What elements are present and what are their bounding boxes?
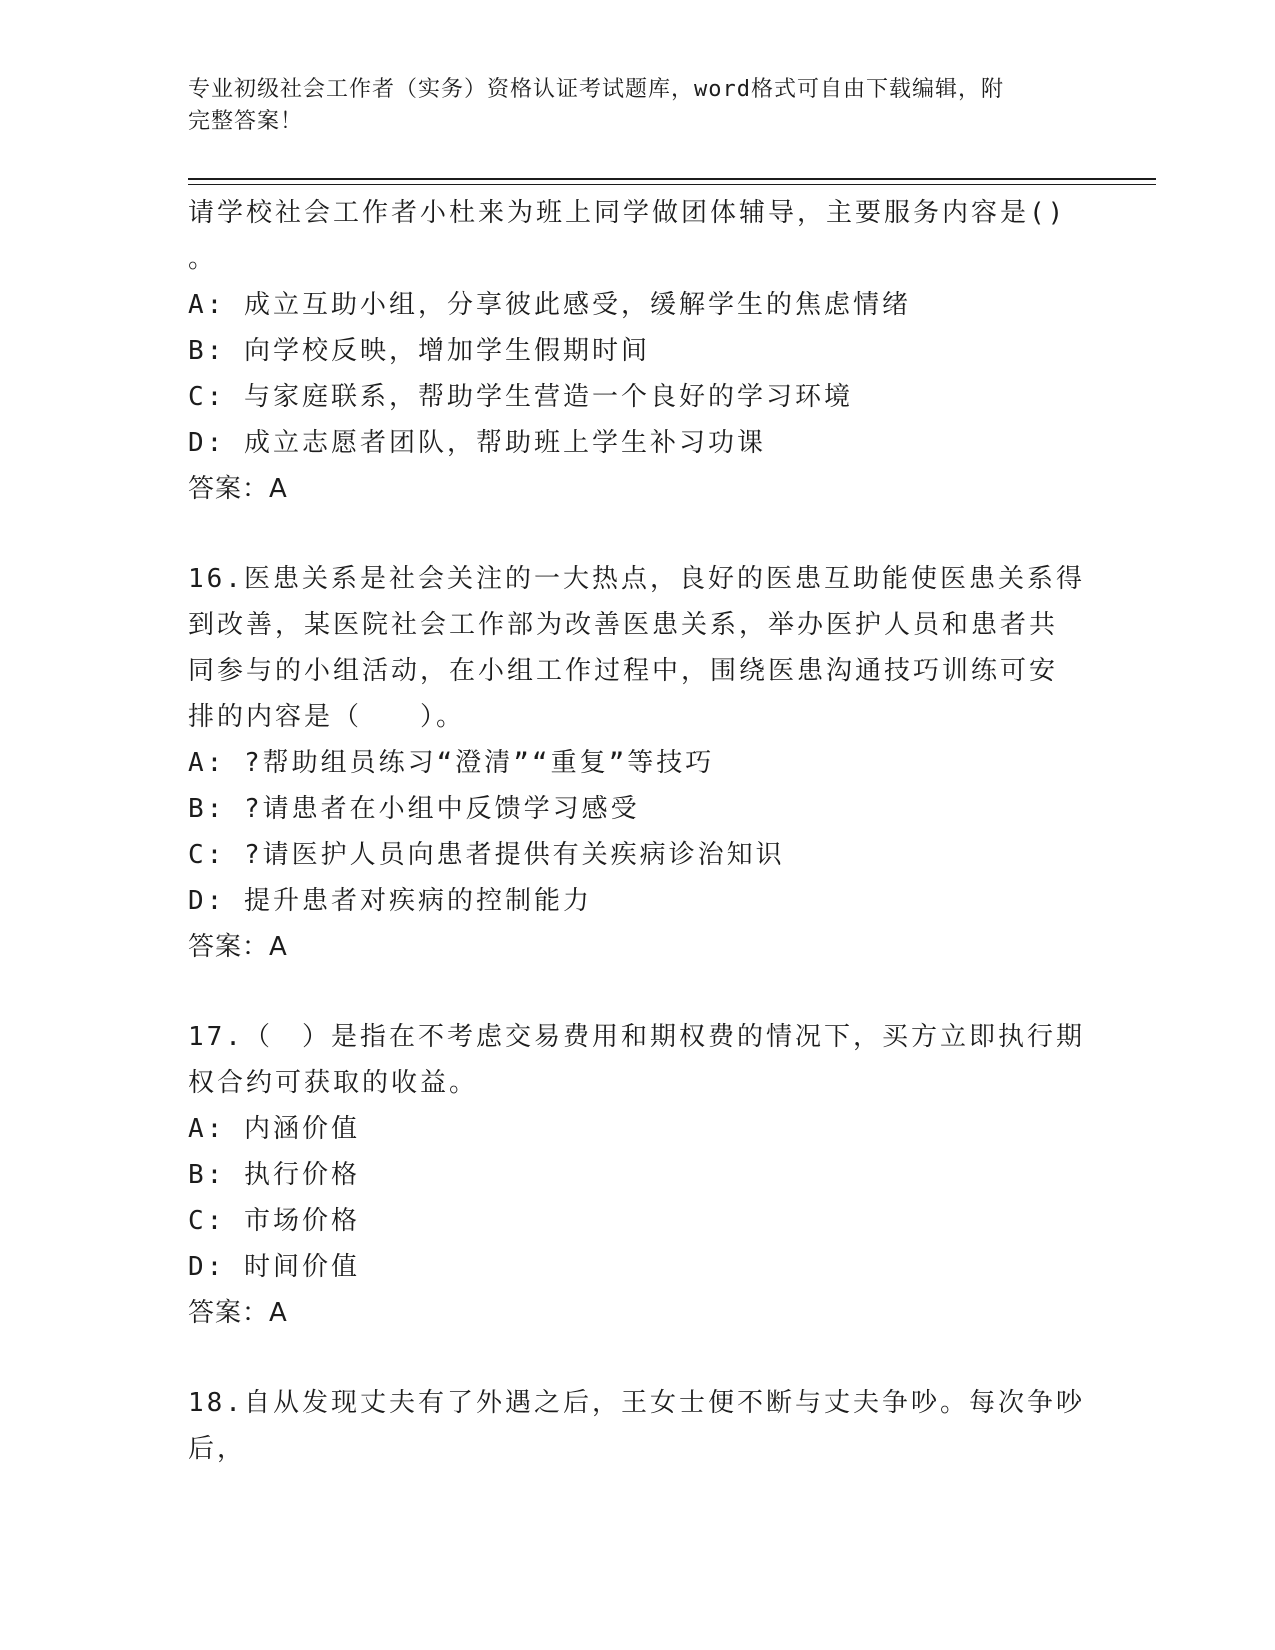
option-a: A: 内涵价值 <box>188 1114 360 1144</box>
question-stem-line: 权合约可获取的收益。 <box>188 1068 479 1098</box>
question-stem-line: 17.（ ）是指在不考虑交易费用和期权费的情况下，买方立即执行期 <box>188 1022 1085 1052</box>
question-stem-line: 排的内容是（ ）。 <box>188 702 466 732</box>
option-a: A: ?帮助组员练习“澄清”“重复”等技巧 <box>188 748 715 778</box>
option-a: A: 成立互助小组，分享彼此感受，缓解学生的焦虑情绪 <box>188 290 911 320</box>
option-b: B: ?请患者在小组中反馈学习感受 <box>188 794 640 824</box>
question-17 <box>188 1014 1088 1336</box>
question-stem-line: 。 <box>188 244 218 274</box>
question-stem-line: 后， <box>188 1434 247 1464</box>
option-c: C: 与家庭联系，帮助学生营造一个良好的学习环境 <box>188 382 853 412</box>
header-divider-thick <box>188 178 1156 180</box>
option-d: D: 时间价值 <box>188 1252 360 1282</box>
document-body <box>188 190 1088 1472</box>
question-15 <box>188 190 1088 512</box>
question-stem-line: 请学校社会工作者小杜来为班上同学做团体辅导，主要服务内容是() <box>188 198 1067 228</box>
header-line-2: 完整答案！ <box>188 109 304 134</box>
option-b: B: 执行价格 <box>188 1160 360 1190</box>
question-stem-line: 16.医患关系是社会关注的一大热点，良好的医患互助能使医患关系得 <box>188 564 1085 594</box>
answer-line: 答案：A <box>188 474 288 504</box>
option-c: C: 市场价格 <box>188 1206 360 1236</box>
option-c: C: ?请医护人员向患者提供有关疾病诊治知识 <box>188 840 785 870</box>
question-16 <box>188 556 1088 970</box>
header-divider-thin <box>188 184 1156 185</box>
document-header <box>188 74 1088 138</box>
answer-line: 答案：A <box>188 932 288 962</box>
answer-line: 答案：A <box>188 1298 288 1328</box>
option-d: D: 成立志愿者团队，帮助班上学生补习功课 <box>188 428 766 458</box>
question-stem-line: 18.自从发现丈夫有了外遇之后，王女士便不断与丈夫争吵。每次争吵 <box>188 1388 1085 1418</box>
question-18 <box>188 1380 1088 1472</box>
header-line-1: 专业初级社会工作者（实务）资格认证考试题库，word格式可自由下载编辑，附 <box>188 77 1004 102</box>
question-stem-line: 同参与的小组活动，在小组工作过程中，围绕医患沟通技巧训练可安 <box>188 656 1059 686</box>
option-d: D: 提升患者对疾病的控制能力 <box>188 886 592 916</box>
option-b: B: 向学校反映，增加学生假期时间 <box>188 336 650 366</box>
question-stem-line: 到改善，某医院社会工作部为改善医患关系，举办医护人员和患者共 <box>188 610 1059 640</box>
